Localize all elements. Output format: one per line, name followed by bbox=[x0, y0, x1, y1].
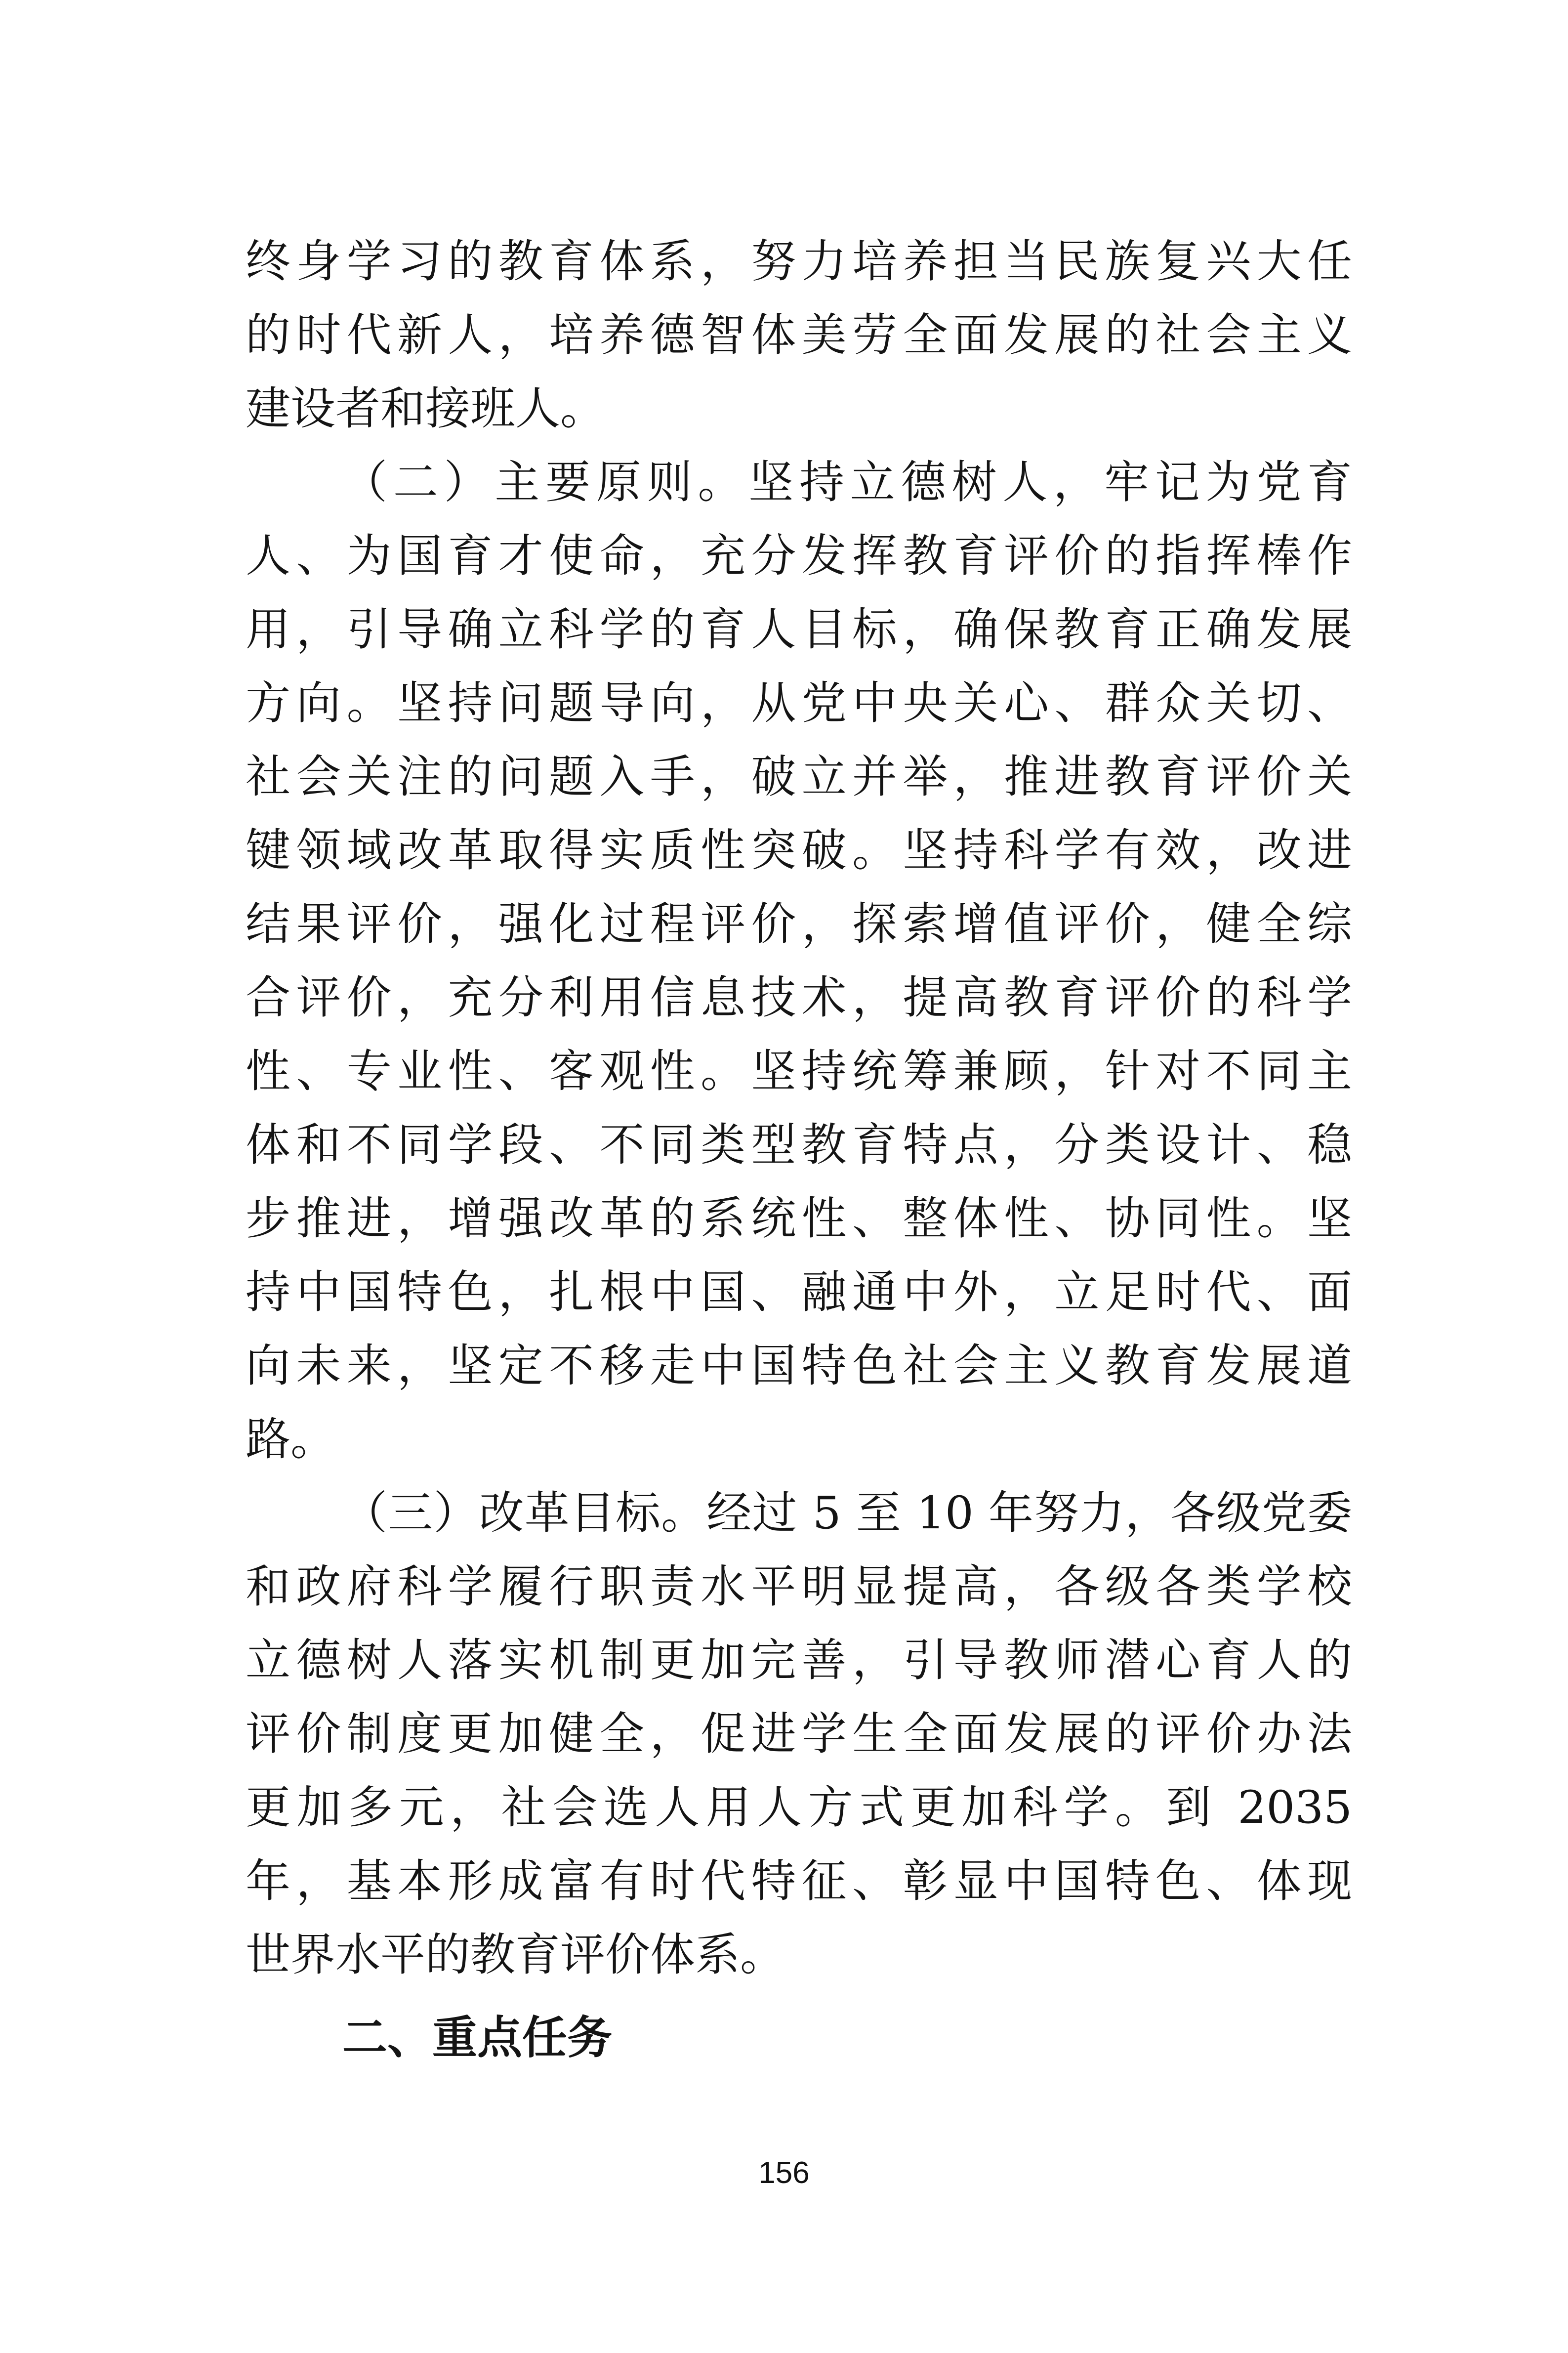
text-line: 步推进，增强改革的系统性、整体性、协同性。坚 bbox=[246, 1193, 1352, 1245]
text-line: 社会关注的问题入手，破立并举，推进教育评价关 bbox=[246, 751, 1352, 803]
text-line: 性、专业性、客观性。坚持统筹兼顾，针对不同主 bbox=[246, 1046, 1352, 1097]
text-line: 更加多元，社会选人用人方式更加科学。到 2035 bbox=[246, 1782, 1352, 1834]
text-line: 键领域改革取得实质性突破。坚持科学有效，改进 bbox=[246, 825, 1352, 877]
text-line: 合评价，充分利用信息技术，提高教育评价的科学 bbox=[246, 972, 1352, 1024]
text-line: 体和不同学段、不同类型教育特点，分类设计、稳 bbox=[246, 1119, 1352, 1171]
text-line: 评价制度更加健全，促进学生全面发展的评价办法 bbox=[246, 1708, 1352, 1760]
text-line: 世界水平的教育评价体系。 bbox=[246, 1929, 785, 1981]
text-line: 终身学习的教育体系，努力培养担当民族复兴大任 bbox=[246, 236, 1352, 288]
text-line: 建设者和接班人。 bbox=[246, 383, 606, 435]
text-line: 用，引导确立科学的育人目标，确保教育正确发展 bbox=[246, 604, 1352, 656]
text-line: 结果评价，强化过程评价，探索增值评价，健全综 bbox=[246, 898, 1352, 950]
text-line: 路。 bbox=[246, 1414, 336, 1466]
text-line: 人、为国育才使命，充分发挥教育评价的指挥棒作 bbox=[246, 530, 1352, 582]
page-number: 156 bbox=[758, 2156, 810, 2190]
text-line: 的时代新人，培养德智体美劳全面发展的社会主义 bbox=[246, 309, 1352, 361]
section-heading: 二、重点任务 bbox=[342, 2012, 613, 2064]
text-line: （三）改革目标。经过 5 至 10 年努力，各级党委 bbox=[342, 1487, 1352, 1539]
text-line: 方向。坚持问题导向，从党中央关心、群众关切、 bbox=[246, 677, 1352, 729]
text-line: 和政府科学履行职责水平明显提高，各级各类学校 bbox=[246, 1561, 1352, 1613]
text-line: 持中国特色，扎根中国、融通中外，立足时代、面 bbox=[246, 1266, 1352, 1318]
text-line: 立德树人落实机制更加完善，引导教师潜心育人的 bbox=[246, 1635, 1352, 1686]
text-line: （二）主要原则。坚持立德树人，牢记为党育 bbox=[342, 457, 1352, 508]
text-line: 向未来，坚定不移走中国特色社会主义教育发展道 bbox=[246, 1340, 1352, 1392]
text-line: 年，基本形成富有时代特征、彰显中国特色、体现 bbox=[246, 1855, 1352, 1907]
